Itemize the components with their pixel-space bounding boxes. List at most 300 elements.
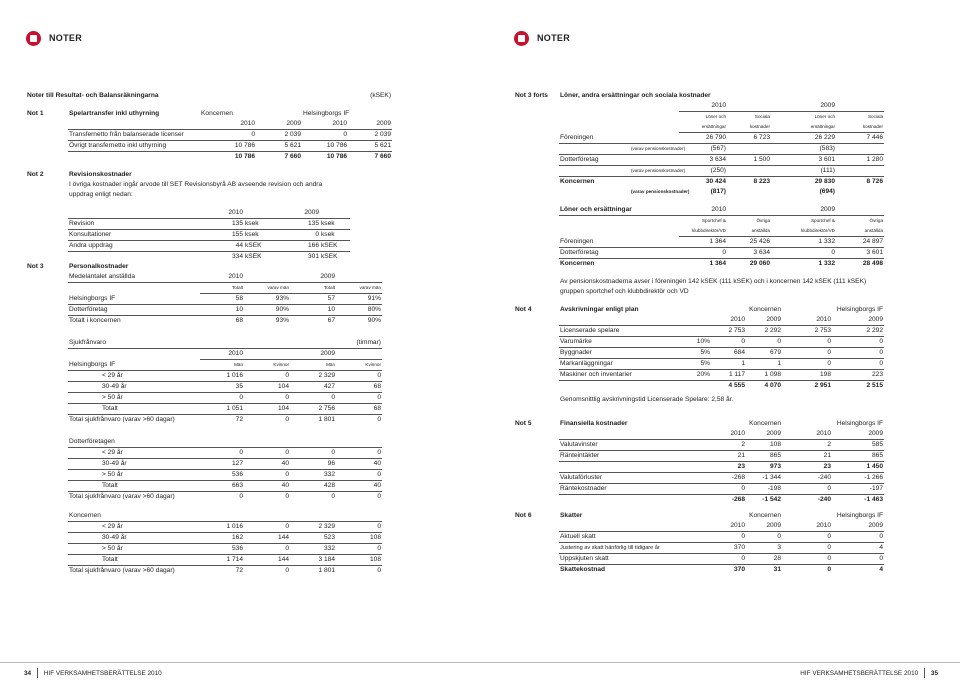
cell: 96: [290, 459, 336, 470]
cell: [836, 187, 884, 197]
footer-text: HIF VERKSAMHETSBERÄTTELSE 2010: [43, 669, 162, 677]
col-head: Sportchef &: [810, 218, 835, 223]
left-header-title: NOTER: [49, 33, 82, 43]
sum-cell: 2 951: [814, 382, 831, 389]
cell: 3: [746, 543, 782, 554]
pension-text: Av pensionskostnaderna avser i föreningen 142 kSEK (111 kSEK) och i koncernen 142 kSEK (111 kSEK) gruppen sportchef och klubbdirektör och VD: [560, 278, 867, 295]
cell: 0: [290, 393, 336, 404]
cell: 1 098: [746, 370, 782, 381]
row-label: (varav pensionskostnader): [559, 166, 679, 177]
cell: 0: [336, 470, 382, 481]
sum-cell: 10 786: [234, 153, 255, 160]
cell: 90%: [244, 305, 290, 316]
cell: 3 634: [679, 155, 727, 166]
cell: 144: [244, 555, 290, 566]
year-header: 2010: [200, 208, 244, 219]
cell: 684: [711, 348, 746, 359]
cell: 0: [285, 567, 289, 574]
cell: 0: [239, 493, 243, 500]
cell: 198: [782, 370, 832, 381]
row-label: Varumärke: [559, 337, 679, 348]
cell: 166: [274, 241, 320, 252]
sum-cell: 2 515: [866, 382, 883, 389]
row-label: Dotterföretag: [559, 155, 679, 166]
note-label: Not 3: [27, 263, 44, 270]
cell: [836, 144, 884, 155]
cell: 0: [782, 532, 832, 543]
col-head: Sportchef &: [701, 218, 726, 223]
row-label: Andra uppdrag: [68, 241, 200, 252]
note-title: Avskrivningar enligt plan: [560, 306, 639, 313]
cell: 3 634: [727, 248, 771, 259]
cell: 1: [746, 359, 782, 370]
year-header: 2009: [832, 315, 884, 326]
cell: 0: [832, 532, 884, 543]
block-title: Dotterföretagen: [68, 437, 200, 448]
cell: 3 601: [771, 155, 836, 166]
cell: 0: [711, 484, 746, 495]
page-number: 34: [24, 669, 32, 677]
row-label: > 50 år: [68, 393, 200, 404]
cell: 0: [200, 393, 244, 404]
row-label: Helsingborgs IF: [68, 294, 200, 305]
cell: (817): [710, 188, 726, 195]
unit-cell: ksek: [244, 219, 274, 230]
row-label: Koncernen: [560, 260, 595, 267]
row-label: Övrigt transfernetto inkl uthyrning: [68, 141, 200, 152]
cell: 57: [290, 294, 336, 305]
year-header: 2009: [290, 349, 336, 360]
cell: 1 364: [679, 237, 727, 248]
col-head: ersättningar: [771, 122, 836, 133]
cell: 0: [377, 493, 381, 500]
cell: -240: [782, 473, 832, 484]
cell: 0: [274, 230, 320, 241]
row-label: [559, 381, 679, 392]
row-label: < 29 år: [68, 371, 200, 382]
sum-cell: 7 660: [374, 153, 392, 160]
note-title: Finansiella kostnader: [560, 420, 628, 427]
note-title: Personalkostnader: [69, 263, 129, 270]
sum-cell: -240: [817, 496, 831, 503]
cell: 80%: [336, 305, 382, 316]
block-title: Koncernen: [68, 511, 200, 522]
cell: 0: [711, 532, 746, 543]
year-header: 2010: [711, 429, 746, 440]
cell: 91%: [336, 294, 382, 305]
cell: 427: [290, 382, 336, 393]
cell: 0: [200, 130, 256, 141]
cell: 585: [832, 440, 884, 451]
col-head: anställda: [836, 226, 884, 237]
col-head: Kvinnor: [336, 360, 382, 371]
row-label: Konsultationer: [68, 230, 200, 241]
cell: 26 229: [771, 133, 836, 144]
unit-cell: ksek: [320, 230, 350, 241]
col-head: ersättningar: [679, 122, 727, 133]
right-page-header: [514, 26, 570, 50]
row-label: (varav pensionskostnader): [559, 144, 679, 155]
col-head: Män: [200, 360, 244, 371]
cell: [836, 166, 884, 177]
right-header-title: NOTER: [537, 33, 570, 43]
cell: 25 426: [727, 237, 771, 248]
cell: 35: [200, 382, 244, 393]
row-label: Markanläggningar: [559, 359, 679, 370]
col-head: Övriga: [756, 218, 770, 223]
year-header: 2009: [290, 272, 336, 283]
year-header: 2009: [746, 429, 782, 440]
col-head: klubbdirektör/VD: [679, 226, 727, 237]
footer-separator: [924, 668, 925, 678]
cell: 0: [782, 337, 832, 348]
cell: 29 830: [814, 178, 835, 185]
sum-cell: 1 450: [832, 462, 884, 473]
cell: 104: [244, 382, 290, 393]
cell: 135: [200, 219, 244, 230]
year-header: 2010: [679, 101, 727, 112]
cell: (111): [771, 166, 836, 177]
col-head: Totalt: [290, 283, 336, 294]
cell: -197: [832, 484, 884, 495]
pct-cell: [679, 326, 711, 337]
cell: 21: [782, 451, 832, 462]
row-label: Transfernetto från balanserade licenser: [68, 130, 200, 141]
cell: 10 786: [200, 141, 256, 152]
cell: 40: [336, 481, 382, 492]
row-label: Valutavinster: [559, 440, 679, 451]
sum-cell: 973: [746, 462, 782, 473]
cell: 8 726: [866, 178, 884, 185]
group-header: Helsingborgs IF: [836, 420, 883, 427]
row-label: 30-49 år: [68, 533, 200, 544]
cell: 0: [290, 448, 336, 459]
sum-cell: 4: [879, 566, 883, 573]
row-label: < 29 år: [68, 448, 200, 459]
cell: 40: [244, 481, 290, 492]
cell: 0: [200, 448, 244, 459]
cell: 108: [336, 555, 382, 566]
cell: 2 329: [290, 522, 336, 533]
year-header: 2010: [200, 272, 244, 283]
cell: 4: [832, 543, 884, 554]
col-head: kostnader: [836, 122, 884, 133]
cell: 223: [832, 370, 884, 381]
year-header: 2010: [711, 315, 746, 326]
unit-cell: kSEK: [245, 253, 262, 260]
year-header: 2009: [348, 119, 392, 130]
cell: 0: [711, 554, 746, 565]
cell: 144: [244, 533, 290, 544]
cell: 0: [782, 348, 832, 359]
row-label: Maskiner och inventarier: [559, 370, 679, 381]
row-label: Licenserade spelare: [559, 326, 679, 337]
group-header: Koncernen: [749, 512, 781, 519]
audit-fee-table: [26, 208, 392, 262]
cell: 2 329: [290, 371, 336, 382]
sick-title: Sjukfrånvaro: [68, 338, 200, 349]
row-label: Föreningen: [559, 133, 679, 144]
cell: 0: [711, 337, 746, 348]
cell: 10: [290, 305, 336, 316]
cell: 0: [336, 544, 382, 555]
club-logo-icon: [26, 31, 41, 46]
group-header: Helsingborgs IF: [836, 306, 883, 313]
cell: 0: [782, 554, 832, 565]
cell: 2 753: [782, 326, 832, 337]
cell: 108: [336, 533, 382, 544]
year-header: 2009: [746, 315, 782, 326]
cell: 40: [244, 459, 290, 470]
unit-cell: kSEK: [320, 241, 350, 252]
note-title: Löner, andra ersättningar och sociala kostnader: [560, 92, 711, 99]
year-header: 2010: [200, 349, 244, 360]
col-head: klubbdirektör/VD: [771, 226, 836, 237]
cell: [727, 187, 771, 197]
sum-cell: 10 786: [326, 153, 348, 160]
cell: 2 292: [832, 326, 884, 337]
cell: 0: [377, 416, 381, 423]
col-head: varav män: [244, 283, 290, 294]
sum-cell: 301: [307, 253, 319, 260]
cell: 104: [244, 404, 290, 415]
year-header: 2010: [782, 315, 832, 326]
sum-cell: 31: [773, 566, 781, 573]
col-head: kostnader: [727, 122, 771, 133]
sum-cell: 23: [711, 462, 746, 473]
group-header: Koncernen: [749, 420, 781, 427]
year-header: 2010: [302, 119, 348, 130]
row-label: [68, 252, 200, 263]
row-label: 30-49 år: [68, 459, 200, 470]
col-head: Sociala: [867, 114, 884, 119]
notes-title: Noter till Resultat- och Balansräkningarna: [27, 92, 159, 99]
cell: 58: [200, 294, 244, 305]
sum-cell: -1 542: [762, 496, 781, 503]
col-head: Totalt: [200, 283, 244, 294]
block-title: Helsingborgs IF: [68, 360, 200, 371]
cell: 0: [285, 416, 289, 423]
col-head: varav män: [336, 283, 382, 294]
left-page-header: [26, 26, 82, 50]
row-label: > 50 år: [68, 470, 200, 481]
year-header: 2009: [832, 521, 884, 532]
sum-cell: 334: [231, 253, 243, 260]
cell: 2 756: [290, 404, 336, 415]
cell: 1 016: [200, 371, 244, 382]
cell: 2 039: [256, 130, 302, 141]
cell: 1 117: [711, 370, 746, 381]
note-label: Not 1: [27, 110, 44, 117]
year-header: 2010: [711, 521, 746, 532]
left-notes: [26, 91, 392, 576]
cell: 1 500: [727, 155, 771, 166]
cell: 0: [782, 543, 832, 554]
cell: 72: [235, 567, 243, 574]
cell: 2: [711, 440, 746, 451]
cell: 0: [336, 371, 382, 382]
cell: -1 266: [832, 473, 884, 484]
row-label: Totalt: [68, 404, 200, 415]
unit-cell: ksek: [320, 219, 350, 230]
cell: 1 332: [818, 260, 835, 267]
year-header: 2009: [274, 208, 320, 219]
right-notes: [514, 91, 884, 575]
note-text: I övriga kostnader ingår arvode till SET Revisionsbyrå AB avseende revision och andra uppdrag enligt nedan:: [69, 181, 323, 198]
sum-cell: -1 463: [864, 496, 883, 503]
cell: -1 344: [746, 473, 782, 484]
unit-cell: kSEK: [244, 241, 274, 252]
right-footer: [800, 668, 938, 678]
cell: 0: [244, 393, 290, 404]
row-label: Föreningen: [559, 237, 679, 248]
row-label: Aktuell skatt: [559, 532, 679, 543]
cell: 10 786: [302, 141, 348, 152]
depreciation-table: [514, 305, 884, 575]
group-header: Helsingborgs IF: [836, 512, 883, 519]
row-label: Koncernen: [560, 178, 595, 185]
row-label: Total sjukfrånvaro (varav >60 dagar): [69, 416, 175, 423]
col-head: Övriga: [869, 218, 884, 223]
cell: 865: [832, 451, 884, 462]
cell: 1 051: [200, 404, 244, 415]
sum-cell: 4 555: [728, 382, 745, 389]
cell: (250): [679, 166, 727, 177]
row-label: Ränteintäkter: [559, 451, 679, 462]
year-header: 2009: [771, 205, 836, 216]
note-label: Not 4: [515, 306, 532, 313]
note-text: Genomsnittlig avskrivningstid Licenserade Spelare: 2,58 år.: [560, 396, 734, 403]
pct-cell: 5%: [679, 359, 711, 370]
cell: 28 498: [862, 260, 884, 267]
cell: 1 801: [318, 416, 335, 423]
cell: 68: [336, 404, 382, 415]
row-label: Räntekostnader: [559, 484, 679, 495]
sum-cell: 370: [733, 566, 745, 573]
cell: 30 424: [705, 178, 726, 185]
cell: 0: [746, 337, 782, 348]
year-header: 2010: [679, 205, 727, 216]
col-head: Löner och: [705, 114, 726, 119]
cell: 72: [235, 416, 243, 423]
unit-cell: ksek: [244, 230, 274, 241]
year-header: 2010: [200, 119, 256, 130]
cell: 0: [244, 448, 290, 459]
cell: 68: [336, 382, 382, 393]
sum-cell: -268: [731, 496, 745, 503]
col-head: Kvinnor: [244, 360, 290, 371]
unit-label: (kSEK): [370, 92, 392, 99]
cell: 5 621: [256, 141, 302, 152]
year-header: 2009: [746, 521, 782, 532]
cell: 29 060: [749, 260, 770, 267]
cell: 0: [832, 337, 884, 348]
cell: 93%: [275, 317, 289, 324]
footer-text: HIF VERKSAMHETSBERÄTTELSE 2010: [800, 669, 919, 677]
note-title: Spelartransfer inkl uthyrning: [69, 110, 160, 117]
cell: 0: [244, 522, 290, 533]
cell: 0: [336, 393, 382, 404]
cell: 0: [832, 348, 884, 359]
cell: 93%: [244, 294, 290, 305]
cell: 135: [274, 219, 320, 230]
cell: 155: [200, 230, 244, 241]
cell: 0: [244, 371, 290, 382]
unit-cell: kSEK: [321, 253, 338, 260]
left-footer: [24, 668, 162, 678]
row-label: [559, 462, 679, 473]
row-label: Byggnader: [559, 348, 679, 359]
cell: 162: [200, 533, 244, 544]
sum-cell: 7 660: [284, 153, 301, 160]
cell: 3 184: [290, 555, 336, 566]
year-header: 2009: [771, 101, 836, 112]
row-label: Uppskjuten skatt: [559, 554, 679, 565]
cell: 1 801: [318, 567, 335, 574]
cell: 0: [244, 544, 290, 555]
cell: 3 601: [836, 248, 884, 259]
cell: 8 223: [753, 178, 770, 185]
cell: 0: [679, 248, 727, 259]
note-label: Not 6: [515, 512, 532, 519]
cell: 0: [771, 248, 836, 259]
cell: 40: [336, 459, 382, 470]
note-title: Skatter: [560, 512, 583, 519]
row-label: Dotterföretag: [68, 305, 200, 316]
group-header: Koncernen: [749, 306, 781, 313]
row-label: < 29 år: [68, 522, 200, 533]
cell: 1 280: [836, 155, 884, 166]
row-label: Revision: [68, 219, 200, 230]
cell: 24 897: [836, 237, 884, 248]
cell: 0: [782, 484, 832, 495]
cell: 10: [200, 305, 244, 316]
cell: 1 364: [709, 260, 726, 267]
row-label: Totalt i koncernen: [69, 317, 121, 324]
cell: 2 292: [746, 326, 782, 337]
sub-title: Löner och ersättningar: [559, 205, 679, 216]
pct-cell: 10%: [679, 337, 711, 348]
pct-cell: 20%: [679, 370, 711, 381]
cell: (567): [679, 144, 727, 155]
cell: -268: [711, 473, 746, 484]
row-label: Dotterföretag: [559, 248, 679, 259]
club-logo-icon: [514, 31, 529, 46]
cell: 0: [244, 470, 290, 481]
cell: 28: [746, 554, 782, 565]
row-label: 30-49 år: [68, 382, 200, 393]
cell: 44: [200, 241, 244, 252]
cell: 865: [746, 451, 782, 462]
cell: 5 621: [348, 141, 392, 152]
cell: 0: [285, 493, 289, 500]
col-head: Löner och: [814, 114, 835, 119]
row-label: Total sjukfrånvaro (varav >60 dagar): [69, 567, 175, 574]
pct-cell: 5%: [679, 348, 711, 359]
row-label: Totalt: [68, 555, 200, 566]
cell: 1 332: [771, 237, 836, 248]
cell: (694): [819, 188, 835, 195]
year-header: 2010: [782, 521, 832, 532]
cell: (583): [771, 144, 836, 155]
cell: 663: [200, 481, 244, 492]
footer-divider: [0, 662, 960, 663]
cell: 67: [327, 317, 335, 324]
cell: [727, 144, 771, 155]
cell: 7 446: [836, 133, 884, 144]
cell: 536: [200, 544, 244, 555]
cell: -198: [746, 484, 782, 495]
